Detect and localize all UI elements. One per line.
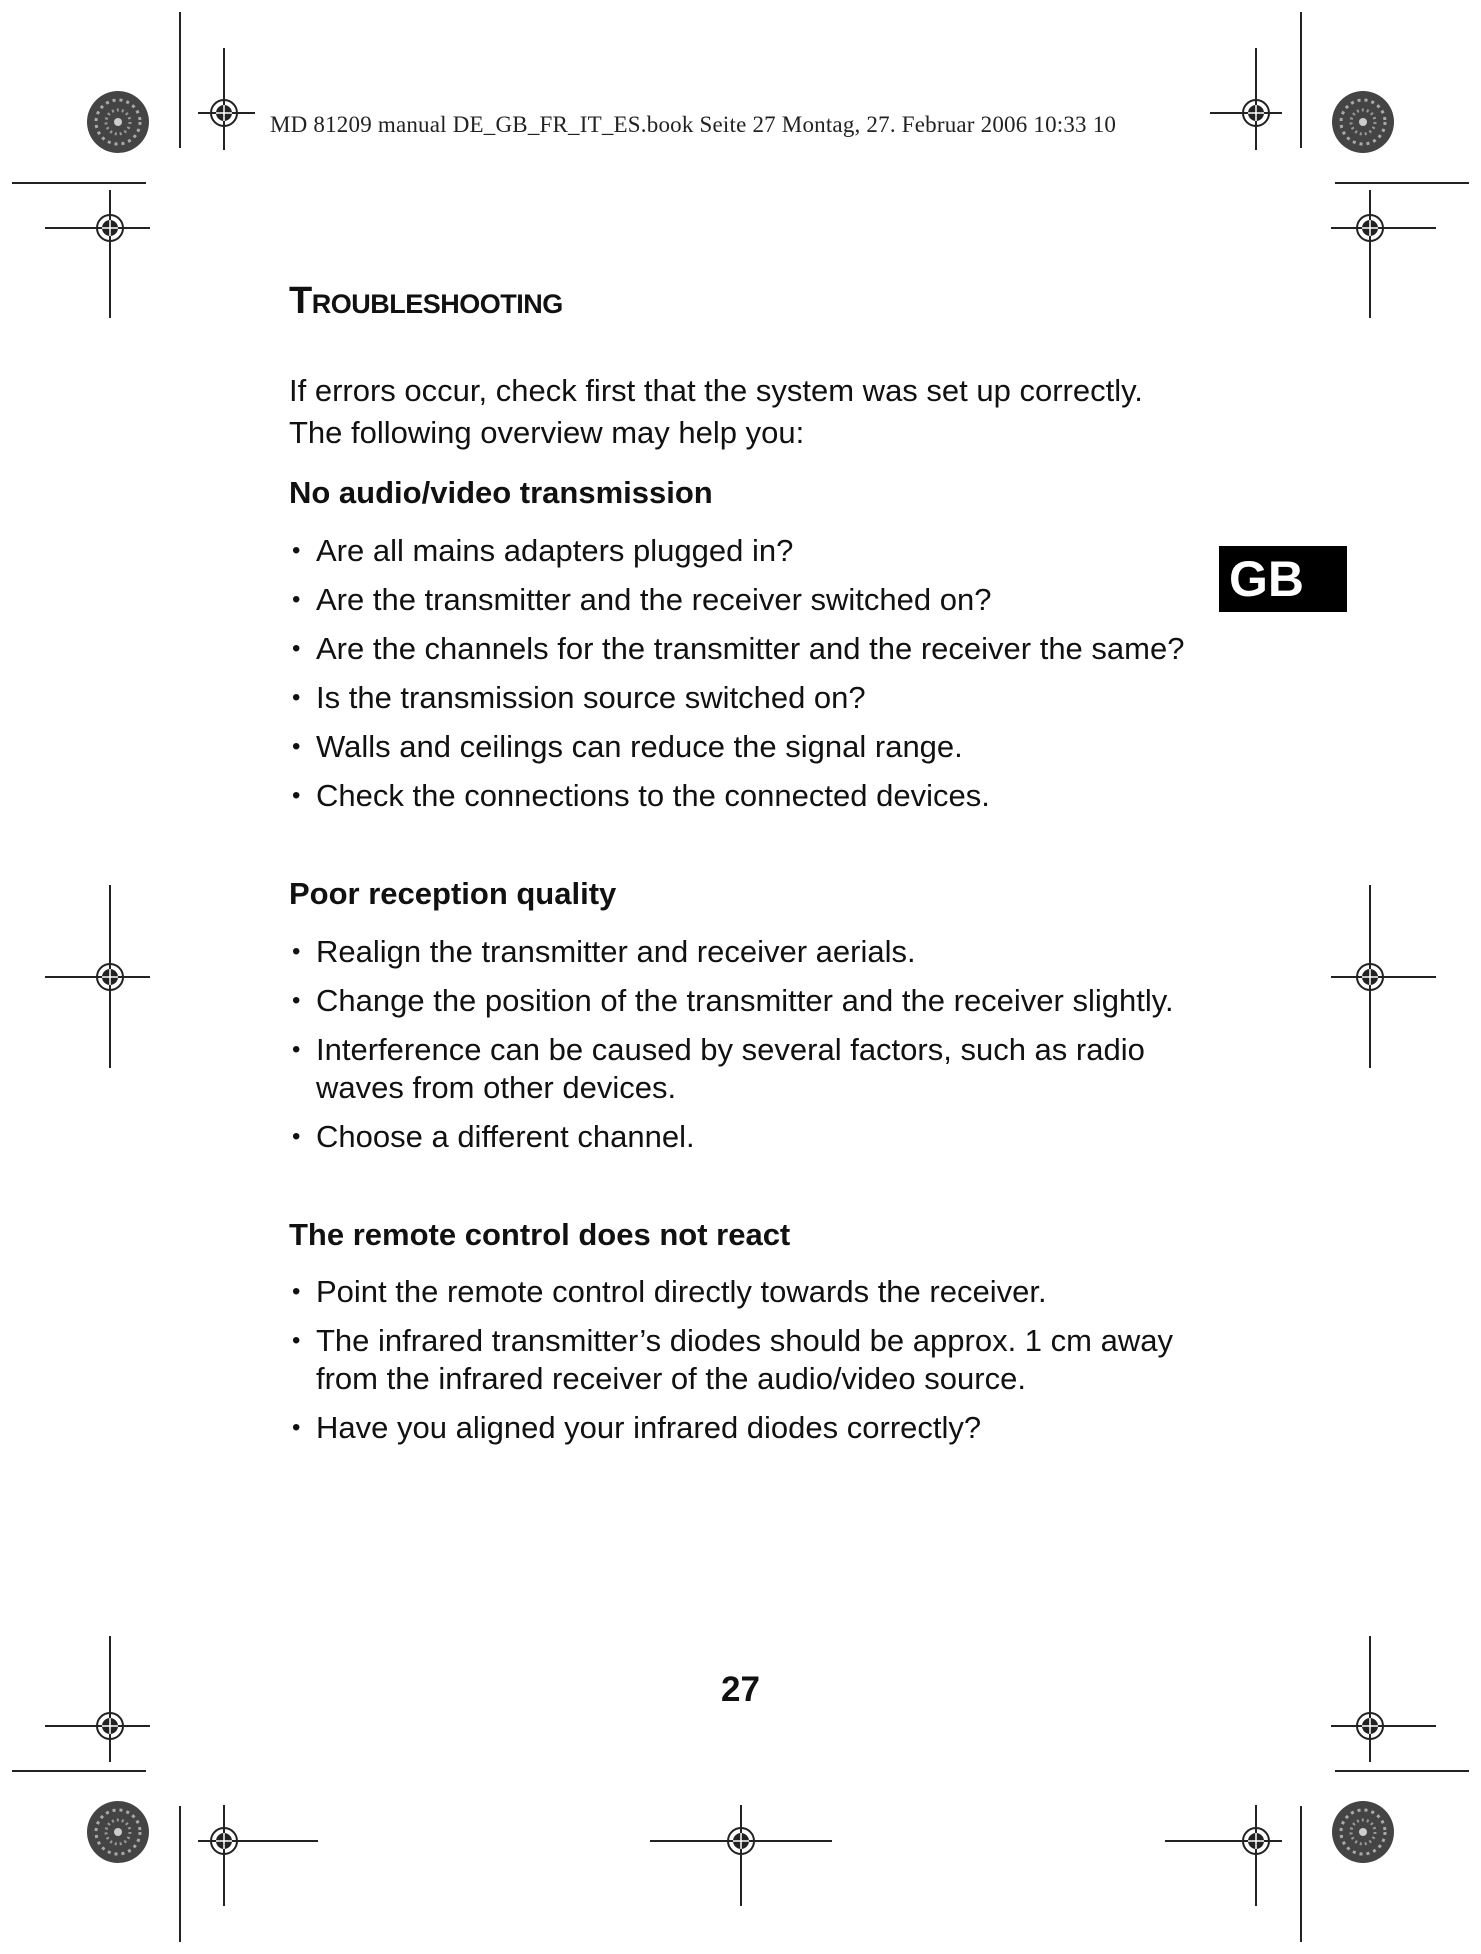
list-item: • Realign the transmitter and receiver aerials. bbox=[289, 933, 1229, 971]
starburst-mark-top-right bbox=[1332, 91, 1394, 153]
list-item: • Point the remote control directly towards the receiver. bbox=[289, 1273, 1229, 1311]
language-tab: GB bbox=[1219, 546, 1347, 612]
list-item: • Check the connections to the connected devices. bbox=[289, 777, 1229, 815]
starburst-mark-top-left bbox=[87, 91, 149, 153]
list-item: • Is the transmission source switched on? bbox=[289, 679, 1229, 717]
list-item: • Interference can be caused by several factors, such as radio waves from other devices. bbox=[289, 1031, 1229, 1107]
intro-paragraph: If errors occur, check first that the system was set up correctly. The following overview may help you: bbox=[289, 373, 1143, 450]
section-heading: Poor reception quality bbox=[289, 876, 617, 911]
starburst-mark-bottom-left bbox=[87, 1801, 149, 1863]
list-item: • Are all mains adapters plugged in? bbox=[289, 532, 1229, 570]
page-number: 27 bbox=[721, 1670, 760, 1709]
section-heading: The remote control does not react bbox=[289, 1217, 791, 1252]
print-header: MD 81209 manual DE_GB_FR_IT_ES.book Seite 27 Montag, 27. Februar 2006 10:33 10 bbox=[270, 112, 1117, 137]
list-item: • Choose a different channel. bbox=[289, 1118, 1229, 1156]
list-item: • Are the transmitter and the receiver switched on? bbox=[289, 581, 1229, 619]
list-item: • The infrared transmitter’s diodes should be approx. 1 cm away from the infrared receiver of the audio/video source. bbox=[289, 1322, 1229, 1398]
bullet-list bbox=[289, 933, 1229, 1156]
list-item: • Change the position of the transmitter and the receiver slightly. bbox=[289, 982, 1229, 1020]
list-item: • Are the channels for the transmitter and the receiver the same? bbox=[289, 630, 1229, 668]
list-item: • Have you aligned your infrared diodes correctly? bbox=[289, 1409, 1229, 1447]
bullet-list bbox=[289, 532, 1229, 815]
bullet-list bbox=[289, 1273, 1229, 1447]
list-item: • Walls and ceilings can reduce the signal range. bbox=[289, 728, 1229, 766]
starburst-mark-bottom-right bbox=[1332, 1801, 1394, 1863]
page-title: Troubleshooting bbox=[289, 280, 563, 322]
section-heading: No audio/video transmission bbox=[289, 475, 713, 510]
